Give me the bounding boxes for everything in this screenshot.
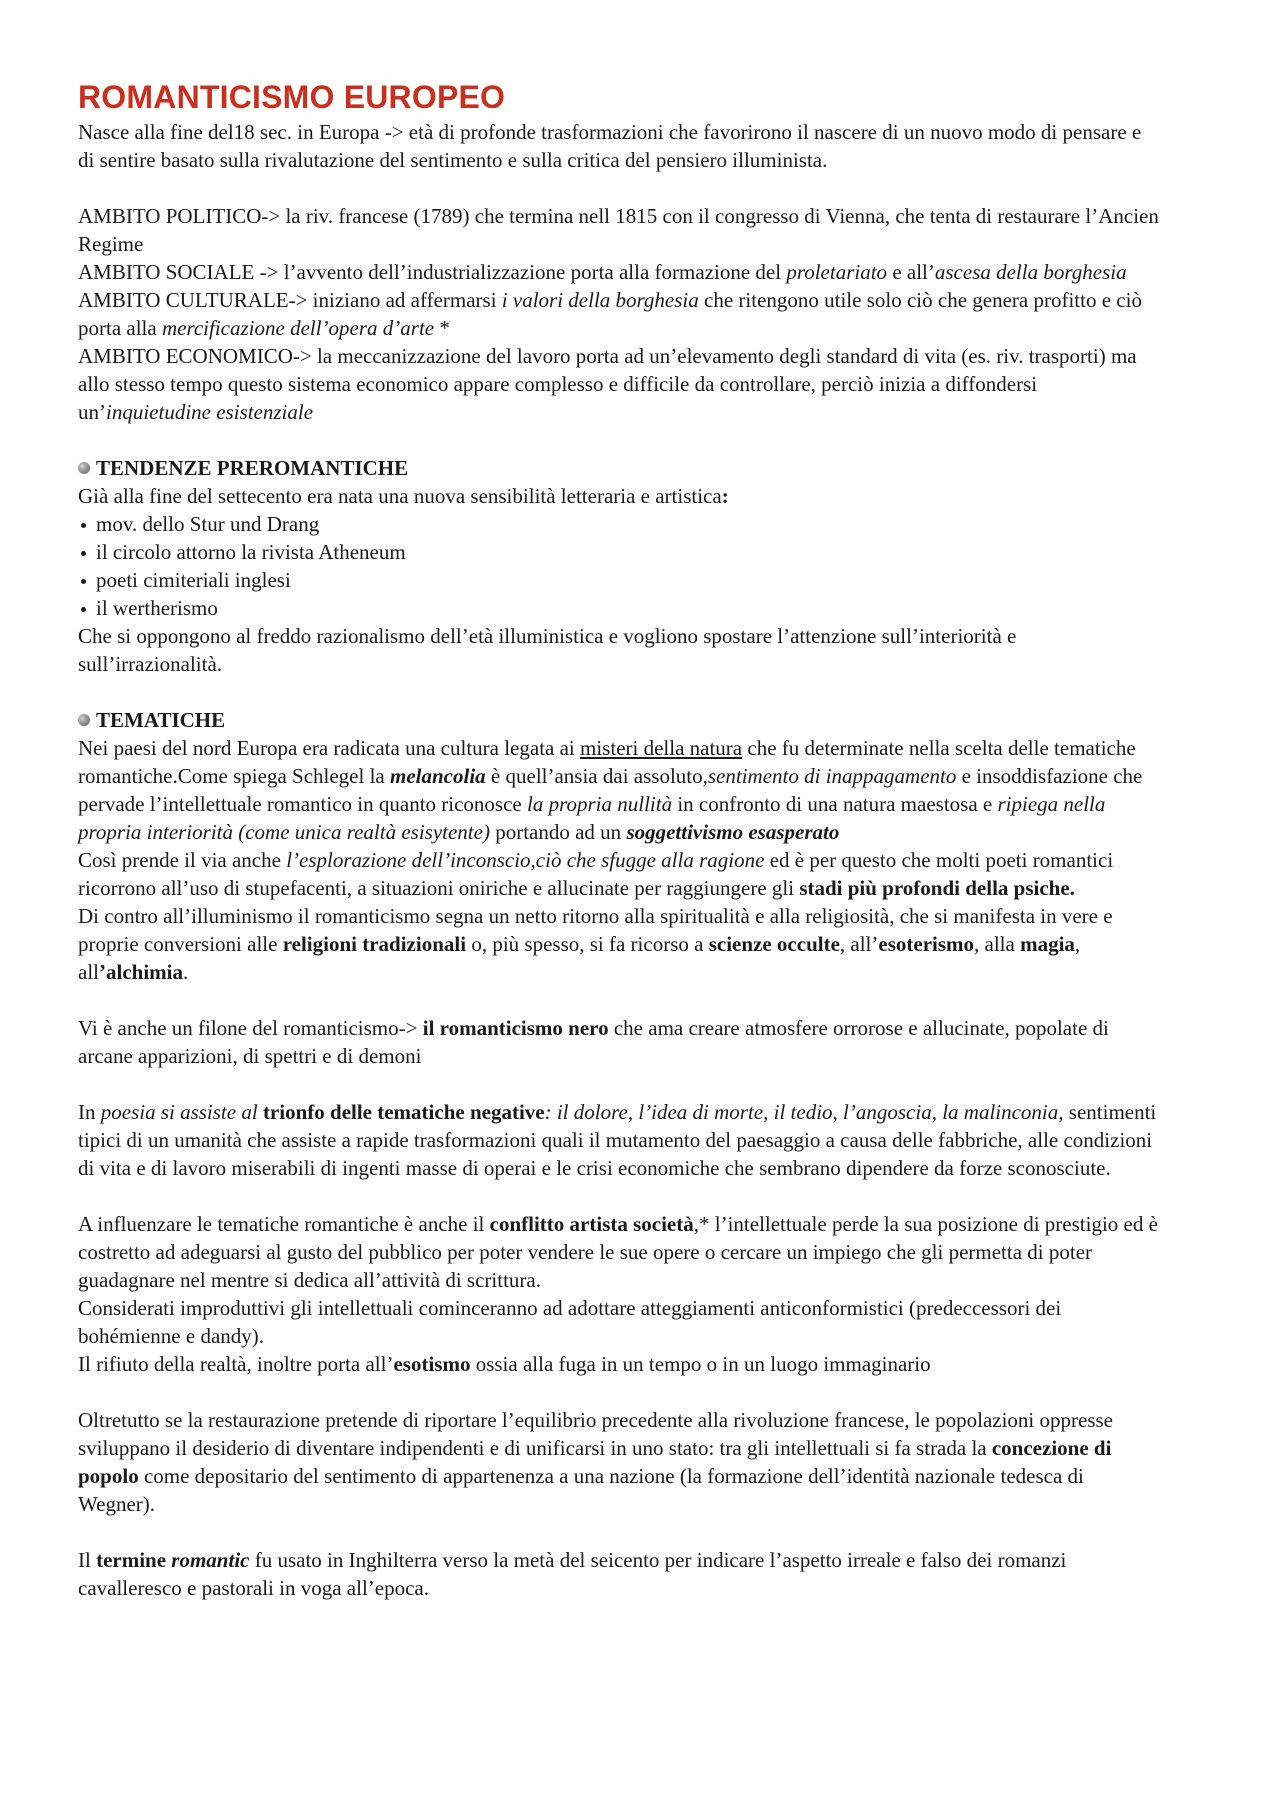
list-item: il circolo attorno la rivista Atheneum [78, 538, 1162, 566]
bold-run: il romanticismo nero [422, 1016, 609, 1040]
bold-italic-run: romantic [171, 1548, 250, 1572]
italic-run: : il dolore, l’idea di morte, il tedio, l’angoscia, la malinconia, [544, 1100, 1064, 1124]
text-run: AMBITO SOCIALE -> l’avvento dell’industrializzazione porta alla formazione del [78, 260, 787, 284]
text-run: , alla [974, 932, 1021, 956]
list-item: poeti cimiteriali inglesi [78, 566, 1162, 594]
tematiche-paragraph-3 [78, 902, 1162, 986]
section-heading-tendenze [78, 454, 1162, 482]
ambito-culturale [78, 286, 1162, 342]
text-run: AMBITO CULTURALE-> iniziano ad affermarsi [78, 288, 502, 312]
section-heading-tematiche [78, 706, 1162, 734]
spacer [78, 1070, 1162, 1098]
text-run: e all’ [887, 260, 935, 284]
text-run: ,* l’intellettuale perde la sua posizione di prestigio ed è costretto ad adeguarsi al gusto del pubblico per poter vendere le sue opere o cercare un impiego che gli permetta di poter guadagnare nel mentre si dedica all’attività di scrittura. [78, 1212, 1158, 1292]
list-item: mov. dello Stur und Drang [78, 510, 1162, 538]
bold-run: religioni tradizionali [282, 932, 467, 956]
text-run: Di contro all’illuminismo il romanticismo segna un netto ritorno alla spiritualità e alla religiosità, che si manifesta in vere e proprie conversioni alle [78, 904, 1113, 956]
section-heading-label: TENDENZE PREROMANTICHE [96, 456, 409, 480]
text-run: che fu determinate nella scelta delle tematiche romantiche.Come spiega Schlegel la [78, 736, 1136, 788]
text-run: ed è per questo che molti poeti romantici ricorrono all’uso di stupefacenti, a situazioni oniriche e allucinate per raggiungere gli [78, 848, 1114, 900]
text-run: come depositario del sentimento di appartenenza a una nazione (la formazione dell’identità nazionale tedesca di Wegner). [78, 1464, 1084, 1516]
text-run: ossia alla fuga in un tempo o in un luogo immaginario [470, 1352, 931, 1376]
spacer [78, 1378, 1162, 1406]
ambito-economico [78, 342, 1162, 426]
text-run: Così prende il via anche [78, 848, 287, 872]
bold-run: stadi più profondi della psiche. [799, 876, 1075, 900]
spacer [78, 1182, 1162, 1210]
text-run: * [434, 316, 450, 340]
italic-run: ripiega nella propria interiorità (come unica realtà esisytente) [78, 792, 1106, 844]
tematiche-paragraph-4 [78, 1014, 1162, 1070]
bold-run: trionfo delle tematiche negative [262, 1100, 545, 1124]
spacer [78, 678, 1162, 706]
tematiche-paragraph-1 [78, 734, 1162, 846]
bold-run: : [721, 484, 729, 508]
text-run: portando ad un [489, 820, 627, 844]
text-run: , all [78, 932, 1081, 984]
text-run: A influenzare le tematiche romantiche è anche il [78, 1212, 490, 1236]
italic-run: proletariato [786, 260, 888, 284]
bullet-dot-icon [78, 714, 90, 726]
bold-run: esotismo [393, 1352, 471, 1376]
bullet-dot-icon [78, 462, 90, 474]
italic-run: ascesa della borghesia [934, 260, 1127, 284]
ambito-sociale [78, 258, 1162, 286]
bold-run: scienze occulte [708, 932, 840, 956]
tendenze-outro: Che si oppongono al freddo razionalismo dell’età illuministica e vogliono spostare l’attenzione sull’interiorità e sull’irrazionalità. [78, 624, 1017, 676]
bold-run: concezione di popolo [78, 1436, 1112, 1488]
italic-run: mercificazione dell’opera d’arte [161, 316, 435, 340]
tematiche-paragraph-9 [78, 1406, 1162, 1518]
italic-run: i valori della borghesia [501, 288, 699, 312]
bold-run: conflitto artista società [489, 1212, 694, 1236]
text-run: in confronto di una natura maestosa e [672, 792, 998, 816]
italic-run: sentimento di inappagamento [707, 764, 957, 788]
tematiche-paragraph-5 [78, 1098, 1162, 1182]
bold-run: esoterismo [878, 932, 975, 956]
tendenze-list [78, 510, 1162, 622]
italic-run: inquietudine esistenziale [106, 400, 314, 424]
text-run: o, più spesso, si fa ricorso a [466, 932, 709, 956]
bold-run: termine [96, 1548, 167, 1572]
text-run: e insoddisfazione che pervade l’intellettuale romantico in quanto riconosce [78, 764, 1143, 816]
italic-run: poesia si assiste al [100, 1100, 258, 1124]
text-run: In [78, 1100, 101, 1124]
italic-run: la propria nullità [527, 792, 673, 816]
text-run: fu usato in Inghilterra verso la metà del seicento per indicare l’aspetto irreale e falso dei romanzi cavalleresco e pastorali in voga all’epoca. [78, 1548, 1067, 1600]
text-run: che ritengono utile solo ciò che genera profitto e ciò porta alla [78, 288, 1142, 340]
tematiche-paragraph-6 [78, 1210, 1162, 1294]
section-heading-label: TEMATICHE [96, 708, 226, 732]
intro-paragraph: Nasce alla fine del18 sec. in Europa -> età di profonde trasformazioni che favorirono il nascere di un nuovo modo di pensare e di sentire basato sulla rivalutazione del sentimento e sulla critica del pensiero illuminista. [78, 120, 1142, 172]
text-run: sentimenti tipici di un umanità che assiste a rapide trasformazioni quali il mutamento del paesaggio a causa delle fabbriche, alle condizioni di vita e di lavoro miserabili di ingenti masse di operai e le crisi economiche che sembrano dipendere da forze sconosciute. [78, 1100, 1157, 1180]
underlined-run: misteri della natura [580, 736, 743, 760]
tematiche-paragraph-7: Considerati improduttivi gli intellettuali cominceranno ad adottare atteggiamenti anticonformistici (predeccessori dei bohémienne e dandy). [78, 1296, 1062, 1348]
text-run: , all’ [839, 932, 879, 956]
spacer [78, 1518, 1162, 1546]
text-run: Nei paesi del nord Europa era radicata una cultura legata ai [78, 736, 581, 760]
spacer [78, 426, 1162, 454]
tematiche-paragraph-10 [78, 1546, 1162, 1602]
tematiche-paragraph-8 [78, 1350, 1162, 1378]
bold-italic-run: melancolia [390, 764, 486, 788]
text-run: Già alla fine del settecento era nata una nuova sensibilità letteraria e artistica [78, 484, 722, 508]
list-item: il wertherismo [78, 594, 1162, 622]
tematiche-paragraph-2 [78, 846, 1162, 902]
text-run: Vi è anche un filone del romanticismo-> [78, 1016, 423, 1040]
text-run: è quell’ansia dai assoluto, [485, 764, 708, 788]
italic-run: l’esplorazione dell’inconscio,ciò che sfugge alla ragione [286, 848, 765, 872]
ambito-politico: AMBITO POLITICO-> la riv. francese (1789) che termina nell 1815 con il congresso di Vienna, che tenta di restaurare l’Ancien Regime [78, 204, 1159, 256]
bold-italic-run: soggettivismo esasperato [626, 820, 840, 844]
text-run: Oltretutto se la restaurazione pretende di riportare l’equilibrio precedente alla rivoluzione francese, le popolazioni oppresse sviluppano il desiderio di diventare indipendenti e di unificarsi in uno stato: tra gli intellettuali si fa strada la [78, 1408, 1113, 1460]
spacer [78, 174, 1162, 202]
text-run: . [183, 960, 189, 984]
text-run: AMBITO ECONOMICO-> la meccanizzazione del lavoro porta ad un’elevamento degli standard di vita (es. riv. trasporti) ma allo stesso tempo questo sistema economico appare complesso e difficile da controllare, perciò inizia a diffondersi un’ [78, 344, 1137, 424]
text-run: Il rifiuto della realtà, inoltre porta all’ [78, 1352, 394, 1376]
text-run: che ama creare atmosfere orrorose e allucinate, popolate di arcane apparizioni, di spettri e di demoni [78, 1016, 1109, 1068]
tendenze-intro [78, 482, 1162, 510]
page-title: ROMANTICISMO EUROPEO [78, 79, 506, 115]
bold-run: magia [1020, 932, 1075, 956]
bold-run: ’alchimia [99, 960, 183, 984]
spacer [78, 986, 1162, 1014]
text-run: Il [78, 1548, 97, 1572]
